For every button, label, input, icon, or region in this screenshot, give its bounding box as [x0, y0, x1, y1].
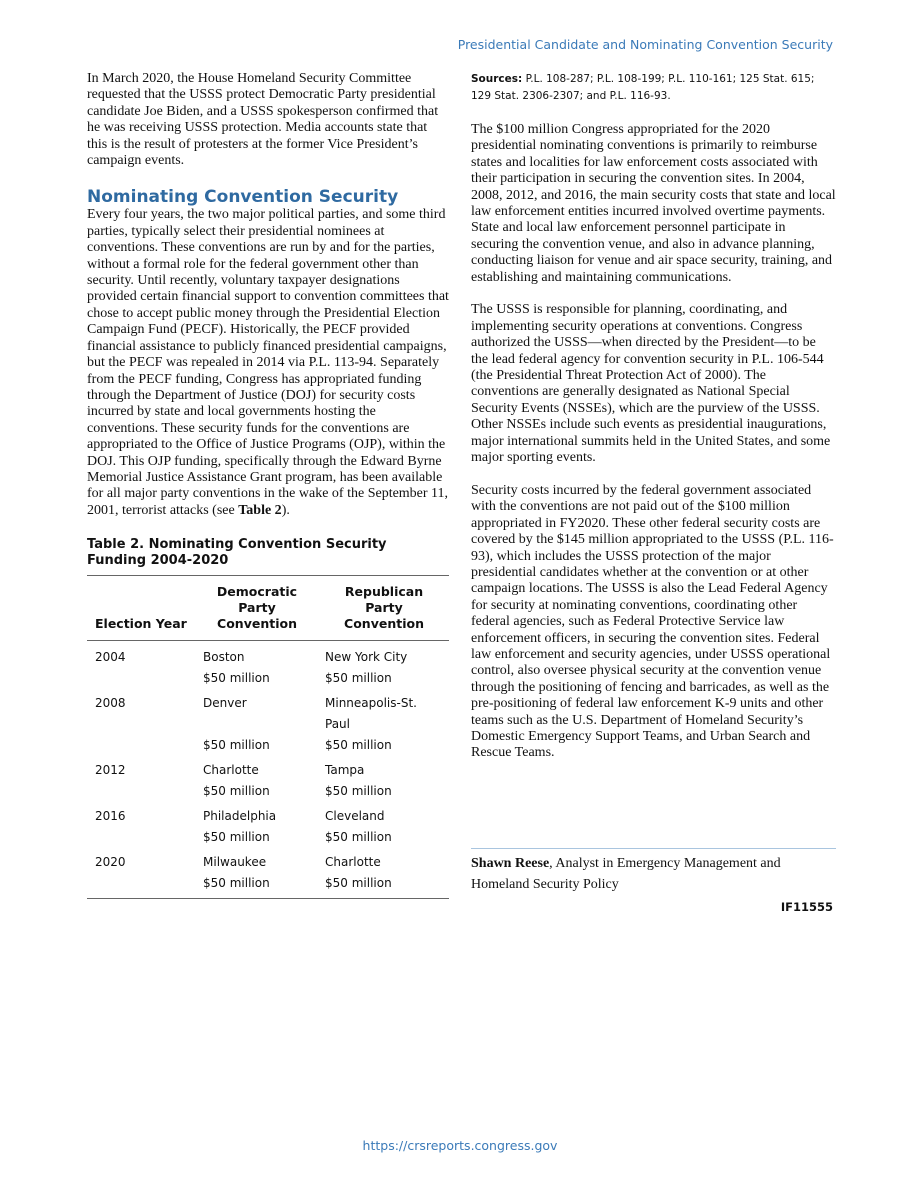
cell-dem-city: Philadelphia: [203, 809, 277, 824]
cell-year: 2020: [95, 855, 126, 870]
right-column: [471, 71, 836, 778]
paragraph-funding: The $100 million Congress appropriated for the 2020 presidential nominating conventions is primarily to reimburse states and localities for law enforcement costs associated with their participation in securing the convention sites. In 2004, 2008, 2012, and 2016, the main security costs that state and local law enforcement entities incurred involved overtime payments. State and local law enforcement personnel participate in securing the convention venue, and also in advance planning, conducting liaison for venue and air space security, training, and establishing and maintaining communications.: [471, 122, 836, 285]
cell-rep-amount: $50 million: [325, 830, 392, 845]
cell-rep-amount: $50 million: [325, 784, 392, 799]
cell-dem-amount: $50 million: [203, 784, 270, 799]
sources-note: [471, 71, 836, 104]
cell-year: 2004: [95, 650, 126, 665]
author-title: , Analyst in Emergency Management and Homeland Security Policy: [471, 856, 781, 892]
left-column: [87, 71, 449, 899]
header-election-year: Election Year: [87, 576, 195, 641]
document-id: IF11555: [780, 900, 833, 914]
cell-rep-city: New York City: [325, 650, 408, 665]
author-name: Shawn Reese: [471, 856, 550, 871]
cell-dem-amount: $50 million: [203, 671, 270, 686]
table-row: [87, 641, 449, 669]
section-paragraph-text: Every four years, the two major political parties, and some third parties, typically select their presidential nominees at conventions. These conventions are run by and for the parties, without a formal role for the federal government other than security. Until recently, voluntary taxpayer designations provided certain financial support to convention committees that chose to accept public money through the Presidential Election Campaign Fund (PECF). Historically, the PECF provided financial assistance to publicly financed presidential campaigns, but the PECF was repealed in 2014 via P.L. 113-94. Separately from the PECF funding, Congress has appropriated funding through the Department of Justice (DOJ) for security costs incurred by state and local governments hosting the conventions. These security funds for the conventions are appropriated to the Office of Justice Programs (OJP), within the DOJ. This OJP funding, specifically through the Edward Byrne Memorial Justice Assistance Grant program, has been available for all major party conventions in the wake of the September 11, 2001, terrorist attacks (see: [87, 207, 449, 518]
footer-link[interactable]: https://crsreports.congress.gov: [362, 1138, 558, 1153]
cell-rep-city: Charlotte: [325, 855, 381, 870]
table-row: [87, 848, 449, 873]
cell-rep-amount: $50 million: [325, 671, 392, 686]
cell-dem-amount: $50 million: [195, 873, 317, 899]
table-row: [87, 802, 449, 827]
cell-year: 2016: [95, 809, 126, 824]
footer-url[interactable]: [0, 1138, 920, 1153]
table-row: [87, 689, 449, 735]
cell-year: 2008: [95, 696, 126, 711]
cell-empty: [87, 827, 195, 848]
cell-rep-city: Minneapolis-St. Paul: [325, 696, 417, 732]
author-block: [471, 848, 836, 895]
cell-rep-amount: $50 million: [317, 873, 449, 899]
table-reference: Table 2: [238, 502, 282, 518]
cell-year: 2012: [95, 763, 126, 778]
cell-dem-city: Milwaukee: [203, 855, 267, 870]
sources-label: Sources:: [471, 73, 523, 85]
section-title: Nominating Convention Security: [87, 187, 399, 208]
table-row: [87, 756, 449, 781]
table-row-amounts: [87, 873, 449, 899]
cell-dem-amount: $50 million: [203, 738, 270, 753]
paragraph-federal-costs: Security costs incurred by the federal government associated with the conventions are not paid out of the $100 million appropriated in FY2020. These other federal security costs are covered by the $145 million appropriated to the USSS (P.L. 116-93), which includes the USSS protection of the major presidential candidates whether at the convention or at other campaign locations. The USSS is also the Lead Federal Agency for security at nominating conventions, coordinating other federal agencies, such as Federal Protective Service law enforcement officers, in securing the convention sites. Federal law enforcement and security agencies, under USSS operational control, also oversee physical security at the convention venue through the positioning of fencing and barricades, as well as the pre-positioning of federal law enforcement K-9 units and other teams such as the U.S. Department of Homeland Security’s Domestic Emergency Support Teams, and Urban Search and Rescue Teams.: [471, 482, 834, 761]
cell-rep-city: Cleveland: [325, 809, 385, 824]
cell-empty: [87, 668, 195, 689]
cell-empty: [87, 735, 195, 756]
funding-table: [87, 575, 449, 899]
table-body: [87, 641, 449, 899]
cell-dem-city: Charlotte: [203, 763, 259, 778]
paragraph-usss-role: The USSS is responsible for planning, coordinating, and implementing security operations at conventions. Congress authorized the USSS—when directed by the President—to be the lead federal agency for convention security in P.L. 106-544 (the Presidential Threat Protection Act of 2000). The conventions are generally designated as National Special Security Events (NSSEs), which are the purview of the USSS. Other NSSEs include such events as presidential inaugurations, major international summits held in the United States, and some major sporting events.: [471, 302, 831, 466]
running-header: Presidential Candidate and Nominating Convention Security: [457, 37, 833, 52]
header-democratic: Democratic Party Convention: [195, 576, 317, 641]
table-row-amounts: [87, 668, 449, 689]
intro-paragraph: In March 2020, the House Homeland Security Committee requested that the USSS protect Democratic Party presidential candidate Joe Biden, and a USSS spokesperson confirmed that he was receiving USSS protection. Media accounts state that this is the result of protesters at the former Vice President’s campaign events.: [87, 71, 439, 169]
cell-dem-amount: $50 million: [203, 830, 270, 845]
table-row-amounts: [87, 781, 449, 802]
table-row-amounts: [87, 827, 449, 848]
cell-rep-amount: $50 million: [325, 738, 392, 753]
cell-rep-city: Tampa: [325, 763, 365, 778]
cell-dem-city: Boston: [203, 650, 245, 665]
section-paragraph-end: ).: [281, 502, 290, 518]
header-republican: Republican Party Convention: [317, 576, 449, 641]
table-row-amounts: [87, 735, 449, 756]
section-paragraph: [87, 207, 449, 519]
cell-empty: [87, 781, 195, 802]
table-header-row: [87, 576, 449, 641]
cell-empty: [87, 873, 195, 899]
table-title: Table 2. Nominating Convention Security Funding 2004-2020: [87, 537, 387, 569]
cell-dem-city: Denver: [203, 696, 247, 711]
sources-text: P.L. 108-287; P.L. 108-199; P.L. 110-161; 125 Stat. 615; 129 Stat. 2306-2307; and P.L. 116-93.: [471, 73, 815, 102]
